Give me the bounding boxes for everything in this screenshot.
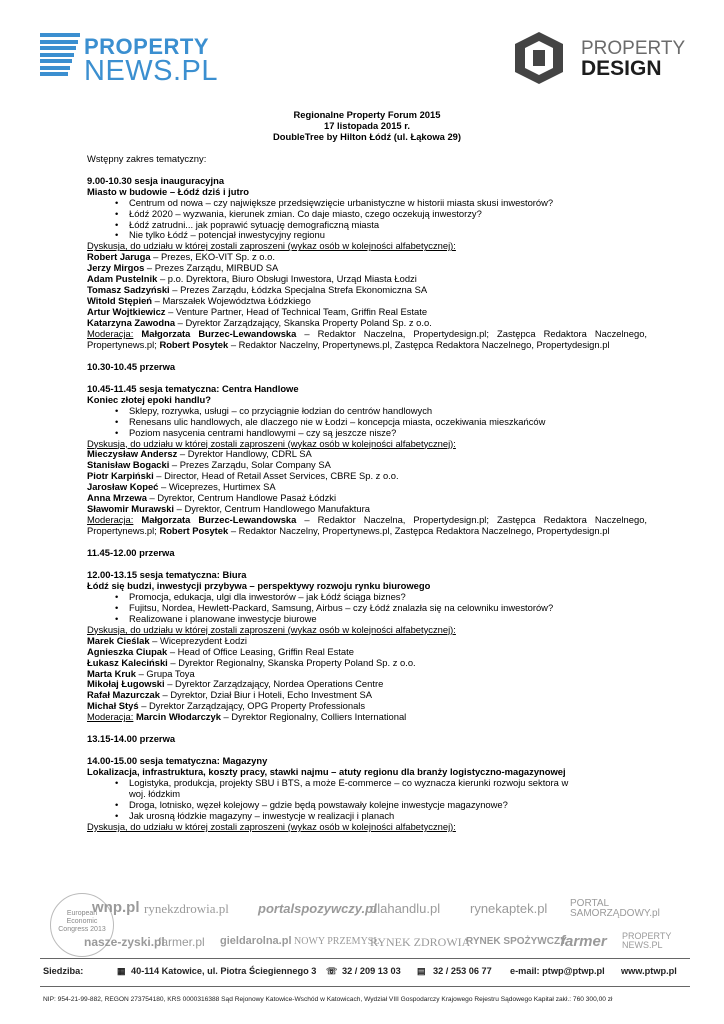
- speaker-role: – Director, Head of Retail Asset Services, CBRE Sp. z o.o.: [153, 470, 399, 482]
- speaker-role: – Head of Office Leasing, Griffin Real Estate: [167, 645, 354, 657]
- partner-logo: portalspozywczy.pl: [258, 901, 377, 916]
- speaker-name: Adam Pustelnik: [87, 273, 158, 285]
- session2-subtitle: Koniec złotej epoki handlu?: [87, 393, 211, 405]
- discussion-label: Dyskusja, do udziału w której zostali zaproszeni (wykaz osób w kolejności alfabetycznej):: [87, 623, 456, 635]
- list-item: • Realizowane i planowane inwestycje biurowe: [87, 614, 647, 625]
- siedziba-label: Siedziba:: [43, 966, 84, 976]
- session2-bullets: [87, 406, 647, 439]
- speaker-role: – Dyrektor, Centrum Handlowe Pasaż Łódzki: [146, 492, 337, 504]
- propertynews-logo-line1: PROPERTY: [84, 34, 210, 59]
- propertydesign-cube-icon: [507, 30, 571, 86]
- discussion-label: Dyskusja, do udziału w której zostali zaproszeni (wykaz osób w kolejności alfabetycznej):: [87, 437, 456, 449]
- partner-logo: rynekzdrowia.pl: [144, 901, 229, 916]
- session1-subtitle: Miasto w budowie – Łódź dziś i jutro: [87, 185, 249, 197]
- list-item: • Łódź zatrudni... jak poprawić sytuację demograficzną miasta: [87, 220, 647, 231]
- document-body: [87, 110, 647, 833]
- speaker-name: Marta Kruk: [87, 667, 136, 679]
- speaker-name: Piotr Karpiński: [87, 470, 154, 482]
- moderator-role: – Redaktor Naczelna, Propertydesign.pl; Zastępca Redaktora Naczelnego, Propertynews.pl;: [87, 328, 648, 350]
- european-economic-congress-emblem: European Economic Congress 2013: [50, 893, 114, 957]
- speaker-name: Robert Jaruga: [87, 251, 151, 263]
- address: 40-114 Katowice, ul. Piotra Ściegiennego 3: [131, 966, 317, 976]
- moderation-label: Moderacja:: [87, 711, 134, 723]
- break-3: 13.15-14.00 przerwa: [87, 733, 176, 745]
- speaker-role: – Wiceprezes, Hurtimex SA: [158, 481, 276, 493]
- speaker-name: Anna Mrzewa: [87, 492, 147, 504]
- break-1: 10.30-10.45 przerwa: [87, 360, 176, 372]
- list-item: • Łódź 2020 – wyzwania, kierunek zmian. Co daje miasto, czego oczekują inwestorzy?: [87, 209, 647, 220]
- discussion-label: Dyskusja, do udziału w której zostali zaproszeni (wykaz osób w kolejności alfabetycznej):: [87, 240, 456, 252]
- list-item: • Poziom nasycenia centrami handlowymi – czy są jeszcze nisze?: [87, 428, 647, 439]
- session4-time: 14.00-15.00 sesja tematyczna: Magazyny: [87, 755, 268, 767]
- discussion-label: Dyskusja, do udziału w której zostali zaproszeni (wykaz osób w kolejności alfabetycznej):: [87, 820, 456, 832]
- footer-divider-top: [40, 958, 690, 959]
- speaker-name: Rafał Mazurczak: [87, 689, 160, 701]
- moderation-row: [87, 329, 647, 351]
- speaker-name: Jarosław Kopeć: [87, 481, 159, 493]
- speaker-name: Łukasz Kaleciński: [87, 656, 168, 668]
- partner-logo: PORTAL SAMORZĄDOWY.pl: [570, 898, 660, 919]
- session4-bullets: [87, 778, 647, 822]
- list-item: • Nie tylko Łódź – potencjał inwestycyjny regionu: [87, 230, 647, 241]
- propertynews-logo: [40, 33, 240, 87]
- moderator-name: Małgorzata Burzec-Lewandowska: [141, 328, 297, 340]
- list-item: • Fujitsu, Nordea, Hewlett-Packard, Samsung, Airbus – czy Łódź znalazła się na celowniku inwestorów?: [87, 603, 647, 614]
- session1-bullets: [87, 198, 647, 242]
- partner-logo: gieldarolna.pl: [220, 935, 292, 947]
- list-item: • Promocja, edukacja, ulgi dla inwestorów – jak Łódź ściąga biznes?: [87, 592, 647, 603]
- speaker-name: Marek Cieślak: [87, 634, 150, 646]
- speaker-role: – Venture Partner, Head of Technical Team, Griffin Real Estate: [165, 306, 428, 318]
- speaker-role: – Dyrektor Zarządzający, OPG Property Professionals: [138, 700, 366, 712]
- partner-logo: NOWY PRZEMYSŁ: [294, 936, 380, 947]
- partner-logo: farmer.pl: [158, 935, 205, 949]
- partner-logo: rynekaptek.pl: [470, 901, 548, 916]
- partner-logo: nasze-zyski.pl: [84, 935, 165, 949]
- moderator-name: Robert Posytek: [159, 338, 229, 350]
- speaker-role: – p.o. Dyrektora, Biuro Obsługi Inwestora, Urząd Miasta Łodzi: [157, 273, 417, 285]
- email[interactable]: e-mail: ptwp@ptwp.pl: [510, 966, 605, 976]
- partner-logo: RYNEK SPOŻYWCZY: [466, 936, 567, 947]
- speaker-name: Michał Styś: [87, 700, 139, 712]
- fax-icon: ▤: [417, 966, 426, 976]
- building-icon: ▦: [117, 966, 126, 976]
- speaker-name: Mieczysław Andersz: [87, 448, 178, 460]
- event-title: Regionalne Property Forum 2015: [293, 109, 441, 120]
- partner-logo: dlahandlu.pl: [370, 901, 441, 916]
- session4-subtitle: Lokalizacja, infrastruktura, koszty pracy, stawki najmu – atuty regionu dla branży logistyczno-magazynowej: [87, 766, 566, 778]
- moderation-label: Moderacja:: [87, 514, 134, 526]
- moderator-role: – Dyrektor Regionalny, Colliers International: [220, 711, 407, 723]
- speaker-role: – Dyrektor, Dział Biur i Hoteli, Echo Investment SA: [159, 689, 373, 701]
- moderator-role: – Redaktor Naczelny, Propertynews.pl, Zastępca Redaktora Naczelnego, Propertydesign.pl: [228, 525, 610, 537]
- footer-divider-bottom: [40, 986, 690, 987]
- session3-time: 12.00-13.15 sesja tematyczna: Biura: [87, 568, 247, 580]
- moderator-name: Robert Posytek: [159, 525, 229, 537]
- partner-logo: farmer: [560, 933, 607, 950]
- list-item: • Centrum od nowa – czy największe przedsięwzięcie urbanistyczne w historii miasta skusi inwestorów?: [87, 198, 647, 209]
- website-link[interactable]: www.ptwp.pl: [621, 966, 677, 976]
- partner-logo: PROPERTY NEWS.PL: [622, 931, 672, 950]
- legal-info: NIP: 954-21-99-882, REGON 273754180, KRS 0000316388 Sąd Rejonowy Katowice-Wschód w Katowicach, Wydział VIII Gospodarczy Krajowego Rejestru Sądowego Kapitał zakł.: 760 300,00 zł: [43, 996, 613, 1003]
- moderation-row: [87, 515, 647, 537]
- speaker-role: – Grupa Toya: [135, 667, 195, 679]
- speaker-role: – Dyrektor Zarządzający, Skanska Property Poland Sp. z o.o.: [175, 317, 432, 329]
- moderation-label: Moderacja:: [87, 328, 134, 340]
- propertynews-logo-line2: NEWS.PL: [84, 55, 219, 87]
- speaker-role: – Marszałek Województwa Łódzkiego: [152, 295, 311, 307]
- speaker-role: – Prezes Zarządu, Solar Company SA: [169, 459, 331, 471]
- intro-text: Wstępny zakres tematyczny:: [87, 152, 207, 164]
- list-item: • Droga, lotnisko, węzeł kolejowy – gdzie będą powstawały kolejne inwestycje magazynowe?: [87, 800, 647, 811]
- moderator-name: Małgorzata Burzec-Lewandowska: [141, 514, 297, 526]
- moderator-role: – Redaktor Naczelny, Propertynews.pl, Zastępca Redaktora Naczelnego, Propertydesign.pl: [228, 338, 610, 350]
- speaker-name: Katarzyna Zawodna: [87, 317, 176, 329]
- list-item: • Jak urosną łódzkie magazyny – inwestycje w realizacji i planach: [87, 811, 647, 822]
- speaker-role: – Dyrektor Regionalny, Skanska Property Poland Sp. z o.o.: [167, 656, 416, 668]
- session3-subtitle: Łódź się budzi, inwestycji przybywa – perspektywy rozwoju rynku biurowego: [87, 579, 431, 591]
- speaker-role: – Dyrektor Zarządzający, Nordea Operations Centre: [164, 678, 384, 690]
- speaker-role: – Prezes, EKO-VIT Sp. z o.o.: [150, 251, 275, 263]
- speaker-name: Sławomir Murawski: [87, 503, 175, 515]
- speaker-name: Agnieszka Ciupak: [87, 645, 168, 657]
- speaker-role: – Prezes Zarządu, Łódzka Specjalna Strefa Ekonomiczna SA: [169, 284, 428, 296]
- speaker-name: Mikołaj Ługowski: [87, 678, 165, 690]
- list-item: • Renesans ulic handlowych, ale dlaczego nie w Łodzi – koncepcja miasta, oczekiwania mieszkańców: [87, 417, 647, 428]
- propertydesign-logo-line1: PROPERTY: [581, 38, 686, 59]
- speaker-name: Jerzy Mirgos: [87, 262, 145, 274]
- speaker-name: Witold Stępień: [87, 295, 153, 307]
- list-item: • Sklepy, rozrywka, usługi – co przyciągnie łodzian do centrów handlowych: [87, 406, 647, 417]
- speaker-role: – Prezes Zarządu, MIRBUD SA: [144, 262, 279, 274]
- session2-time-text: 10.45-11.45 sesja tematyczna: [87, 382, 217, 394]
- break-2: 11.45-12.00 przerwa: [87, 547, 175, 559]
- list-item: • Logistyka, produkcja, projekty SBU i BTS, a może E-commerce – co wyznacza kierunki rozwoju sektora w woj. łódzkim: [87, 778, 647, 800]
- fax: 32 / 253 06 77: [433, 966, 492, 976]
- event-venue: DoubleTree by Hilton Łódź (ul. Łąkowa 29): [272, 130, 462, 142]
- speaker-role: – Dyrektor, Centrum Handlowego Manufaktura: [174, 503, 370, 515]
- session3-bullets: [87, 592, 647, 625]
- phone: 32 / 209 13 03: [342, 966, 401, 976]
- moderator-name: Marcin Włodarczyk: [136, 711, 221, 723]
- session2-time-suffix: : Centra Handlowe: [216, 382, 299, 394]
- propertynews-stripes-icon: [40, 33, 80, 83]
- event-date: 17 listopada 2015 r.: [324, 119, 410, 131]
- propertydesign-logo-line2: DESIGN: [581, 57, 662, 80]
- speaker-role: – Dyrektor Handlowy, CDRL SA: [177, 448, 312, 460]
- moderation-row: [87, 712, 647, 723]
- speaker-name: Tomasz Sadzyński: [87, 284, 170, 296]
- speaker-name: Artur Wojtkiewicz: [87, 306, 166, 318]
- partner-logos: [40, 885, 690, 965]
- session1-time: 9.00-10.30 sesja inauguracyjna: [87, 174, 225, 186]
- partner-logo: RYNEK ZDROWIA: [370, 935, 471, 949]
- speaker-name: Stanisław Bogacki: [87, 459, 170, 471]
- partner-logo: wnp.pl: [92, 899, 140, 916]
- propertydesign-logo: [507, 30, 686, 86]
- moderator-role: – Redaktor Naczelna, Propertydesign.pl; Zastępca Redaktora Naczelnego, Propertynews.pl;: [87, 514, 648, 537]
- speaker-role: – Wiceprezydent Łodzi: [149, 634, 247, 646]
- phone-icon: ☏: [326, 966, 338, 976]
